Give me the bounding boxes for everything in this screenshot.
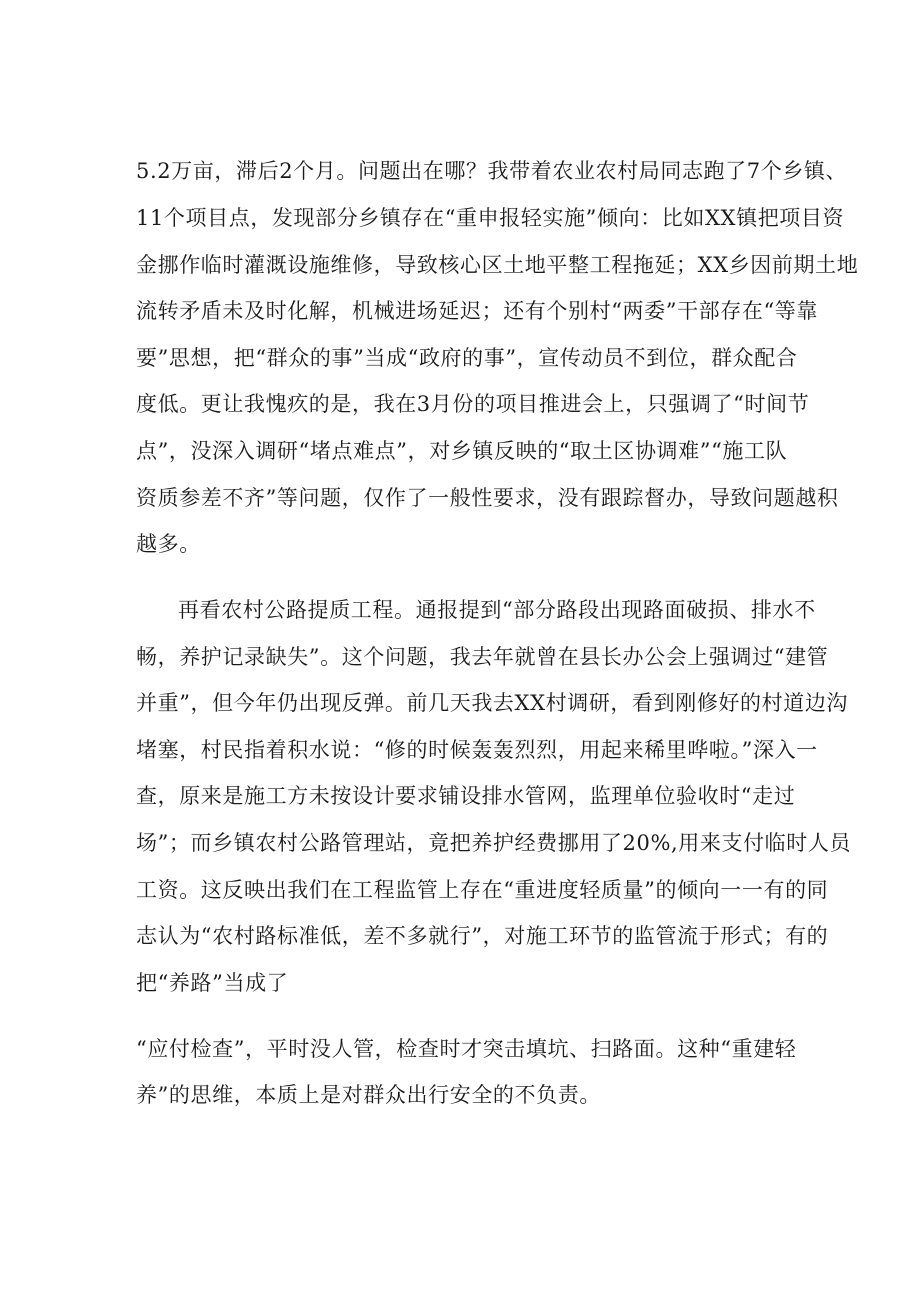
text-line: 志认为“农村路标准低，差不多就行”，对施工环节的监管流于形式；有的 [136, 924, 829, 948]
text-line: 流转矛盾未及时化解，机械进场延迟；还有个别村“两委”干部存在“等靠 [136, 299, 819, 323]
text-line: 再看农村公路提质工程。通报提到“部分路段出现路面破损、排水不 [178, 598, 816, 622]
text-line: 5.2万亩，滞后2个月。问题出在哪？我带着农业农村局同志跑了7个乡镇、 [136, 159, 848, 183]
text-line: 点”，没深入调研“堵点难点”，对乡镇反映的“取土区协调难”“施工队 [136, 439, 788, 463]
text-line: 工资。这反映出我们在工程监管上存在“重进度轻质量”的倾向一一有的同 [136, 878, 829, 902]
text-line: 养”的思维，本质上是对群众出行安全的不负责。 [136, 1083, 601, 1107]
text-line: 度低。更让我愧疚的是，我在3月份的项目推进会上，只强调了“时间节 [136, 392, 810, 416]
text-line: 越多。 [136, 532, 201, 556]
text-line: 要”思想，把“群众的事”当成“政府的事”，宣传动员不到位，群众配合 [136, 346, 798, 370]
text-line: 查，原来是施工方未按设计要求铺设排水管网，监理单位验收时“走过 [136, 784, 796, 808]
text-line: “应付检查”，平时没人管，检查时才突击填坑、扫路面。这种“重建轻 [136, 1037, 797, 1061]
text-line: 场”；而乡镇农村公路管理站，竟把养护经费挪用了20%,用来支付临时人员 [136, 831, 852, 855]
text-line: 堵塞，村民指着积水说：“修的时候轰轰烈烈，用起来稀里哗啦。”深入一 [136, 738, 818, 762]
text-line: 畅，养护记录缺失”。这个问题，我去年就曾在县长办公会上强调过“建管 [136, 645, 829, 669]
text-line: 金挪作临时灌溉设施维修，导致核心区土地平整工程拖延；XX乡因前期土地 [136, 253, 859, 277]
text-line: 11个项目点，发现部分乡镇存在“重申报轻实施”倾向：比如XX镇把项目资 [136, 206, 845, 230]
text-line: 并重”，但今年仍出现反弹。前几天我去XX村调研，看到刚修好的村道边沟 [136, 691, 849, 715]
text-line: 资质参差不齐”等问题，仅作了一般性要求，没有跟踪督办，导致问题越积 [136, 486, 839, 510]
text-line: 把“养路”当成了 [136, 971, 289, 995]
